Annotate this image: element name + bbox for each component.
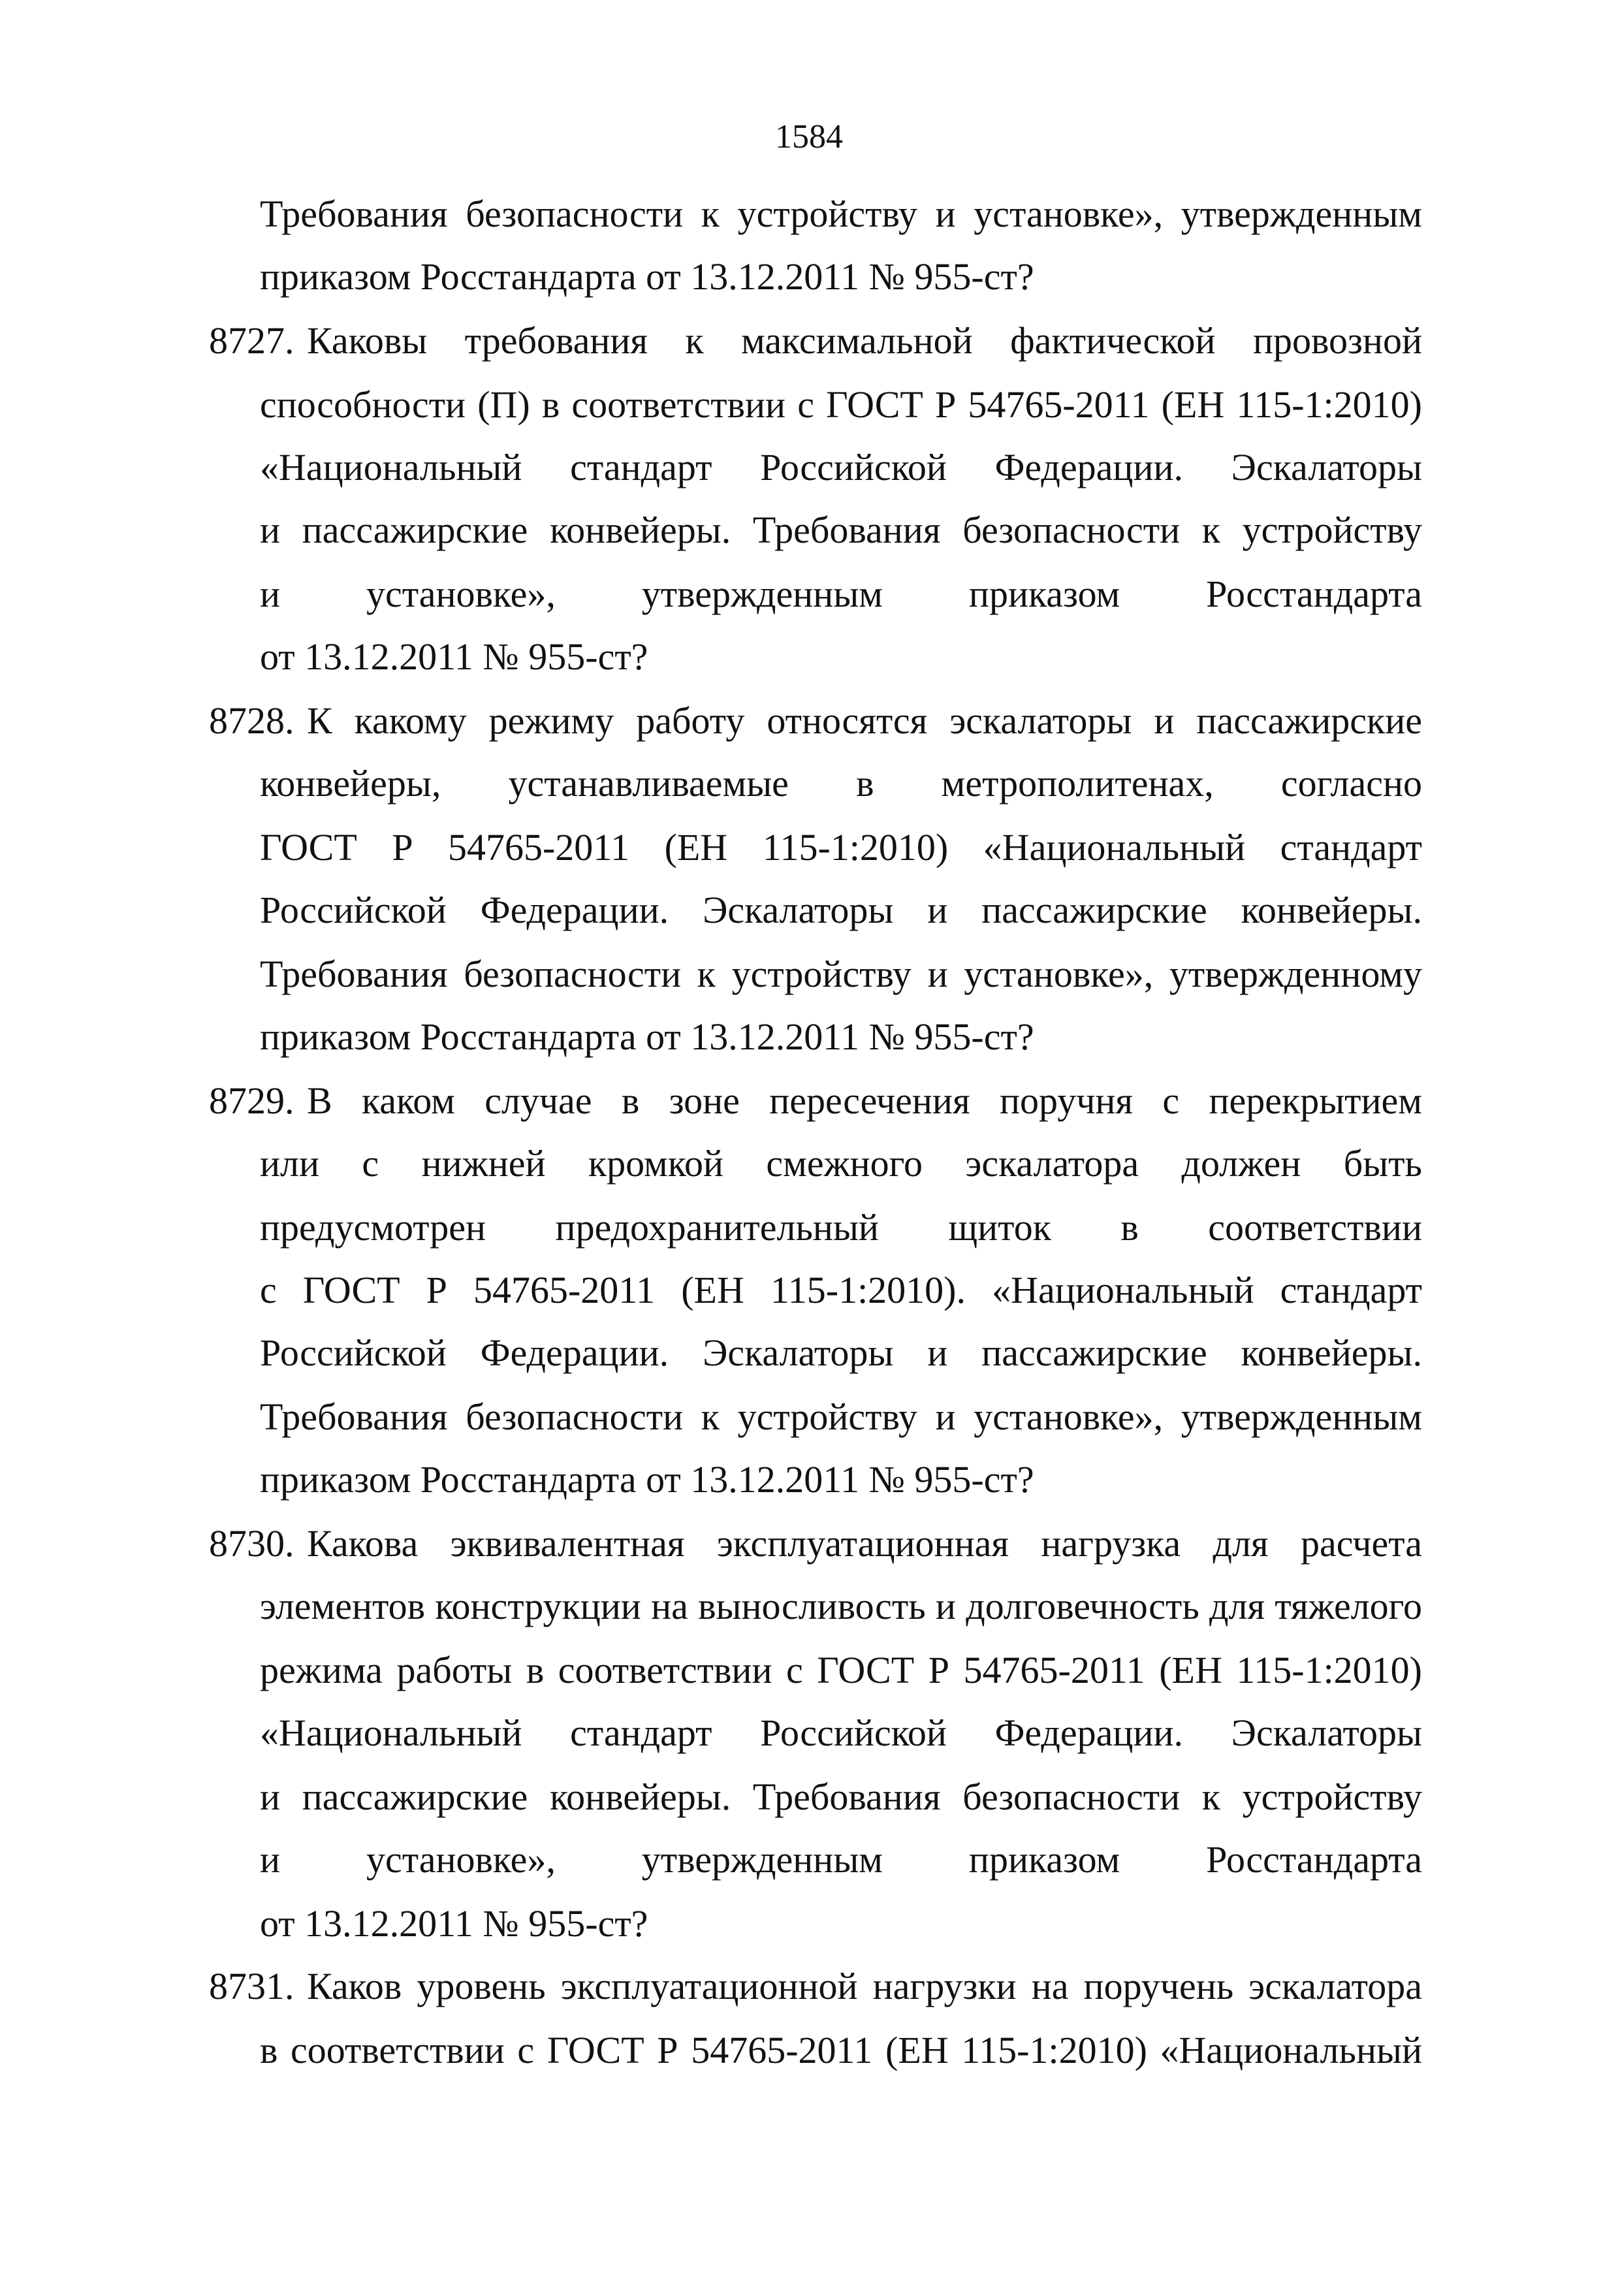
question-first-line: Каков уровень эксплуатационной нагрузки на поручень эскалатора	[307, 1965, 1422, 2007]
text-line: или с нижней кромкой смежного эскалатора должен быть	[260, 1142, 1422, 1185]
text-line: «Национальный стандарт Российской Федерации. Эскалаторы	[260, 446, 1422, 488]
question-first-line: Каковы требования к максимальной фактической провозной	[307, 319, 1422, 362]
question-first-line: К какому режиму работу относятся эскалаторы и пассажирские	[307, 699, 1422, 742]
question-number: 8731.	[209, 1965, 294, 2007]
text-line: Требования безопасности к устройству и установке», утвержденным	[260, 193, 1422, 235]
text-line: «Национальный стандарт Российской Федерации. Эскалаторы	[260, 1712, 1422, 1754]
text-line: Российской Федерации. Эскалаторы и пассажирские конвейеры.	[260, 889, 1422, 931]
text-line: приказом Росстандарта от 13.12.2011 № 955-ст?	[260, 1015, 1034, 1058]
text-line: и пассажирские конвейеры. Требования безопасности к устройству	[260, 1776, 1422, 1818]
text-line: от 13.12.2011 № 955-ст?	[260, 1902, 648, 1945]
question-number: 8729.	[209, 1079, 294, 1122]
question-first-line: Какова эквивалентная эксплуатационная нагрузка для расчета	[307, 1522, 1422, 1565]
text-line: от 13.12.2011 № 955-ст?	[260, 635, 648, 678]
question-number: 8727.	[209, 319, 294, 362]
text-line: приказом Росстандарта от 13.12.2011 № 955-ст?	[260, 1458, 1034, 1501]
text-line: с ГОСТ Р 54765-2011 (ЕН 115-1:2010). «Национальный стандарт	[260, 1269, 1422, 1311]
text-line: Требования безопасности к устройству и установке», утвержденным	[260, 1395, 1422, 1438]
text-line: режима работы в соответствии с ГОСТ Р 54765-2011 (ЕН 115-1:2010)	[260, 1649, 1422, 1691]
page-number: 1584	[775, 118, 843, 155]
text-line: способности (П) в соответствии с ГОСТ Р 54765-2011 (ЕН 115-1:2010)	[260, 383, 1422, 426]
text-line: и установке», утвержденным приказом Росстандарта	[260, 573, 1422, 615]
text-line: Требования безопасности к устройству и установке», утвержденному	[260, 953, 1422, 995]
question-first-line: В каком случае в зоне пересечения поручня с перекрытием	[307, 1079, 1422, 1122]
text-line: приказом Росстандарта от 13.12.2011 № 955-ст?	[260, 255, 1034, 298]
text-line: Российской Федерации. Эскалаторы и пассажирские конвейеры.	[260, 1331, 1422, 1374]
text-line: ГОСТ Р 54765-2011 (ЕН 115-1:2010) «Национальный стандарт	[260, 826, 1422, 869]
text-line: конвейеры, устанавливаемые в метрополитенах, согласно	[260, 762, 1422, 805]
question-number: 8728.	[209, 699, 294, 742]
text-line: элементов конструкции на выносливость и долговечность для тяжелого	[260, 1585, 1422, 1627]
question-number: 8730.	[209, 1522, 294, 1565]
text-line: в соответствии с ГОСТ Р 54765-2011 (ЕН 115-1:2010) «Национальный	[260, 2029, 1422, 2071]
text-line: и установке», утвержденным приказом Росстандарта	[260, 1838, 1422, 1881]
text-line: предусмотрен предохранительный щиток в соответствии	[260, 1206, 1422, 1249]
text-line: и пассажирские конвейеры. Требования безопасности к устройству	[260, 509, 1422, 551]
